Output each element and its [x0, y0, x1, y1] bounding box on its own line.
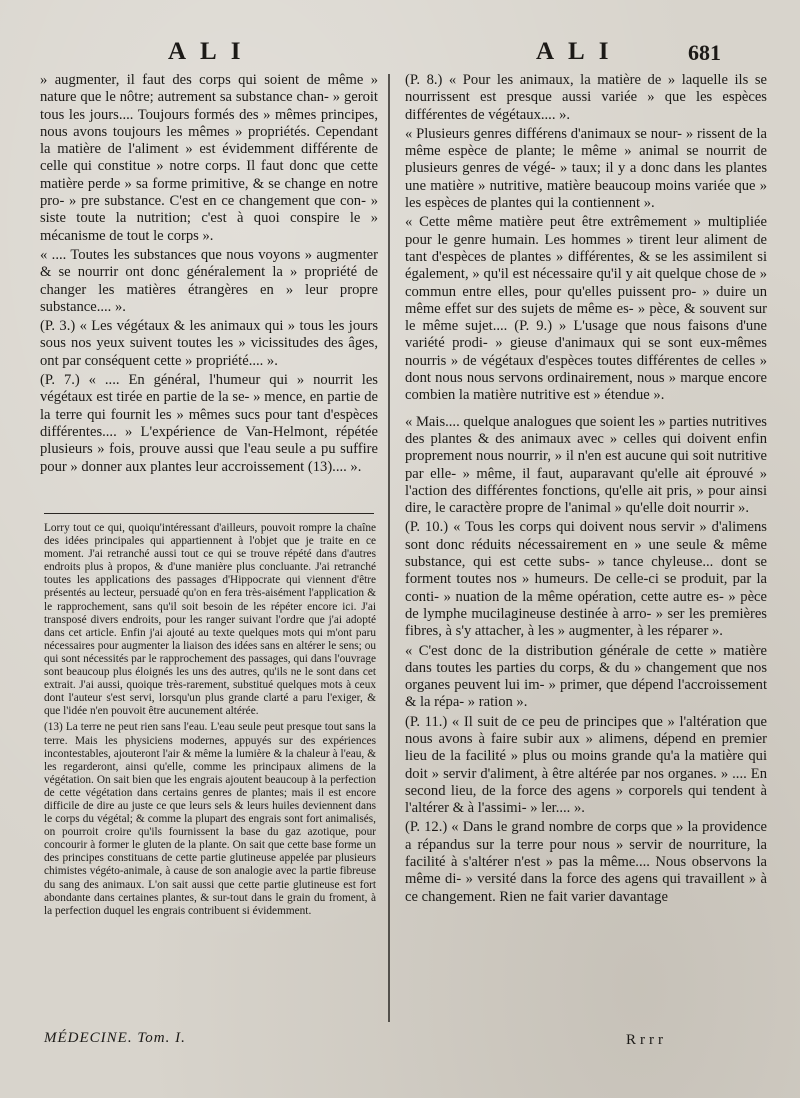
paragraph: (P. 12.) « Dans le grand nombre de corps que » la providence a répandus sur la terre pour nous » servir de nourriture, la facilité à s'altérer n'est » pas la même.... Nous observons la même di- » versité dans la force des agens qui travaillent » à ce changement. Rien ne fait varier davantage: [405, 819, 767, 905]
signature-mark: Rrrr: [626, 1032, 667, 1048]
paragraph: « .... Toutes les substances que nous voyons » augmenter & se nourrir ont donc généralement la » propriété de changer les matières étrangères en » leur propre substance.... ».: [40, 246, 378, 315]
footnote-divider: [44, 513, 374, 514]
volume-footer: MÉDECINE. Tom. I.: [44, 1030, 186, 1046]
footnote: (13) La terre ne peut rien sans l'eau. L'eau seule peut presque tout sans la terre. Mais les physiciens modernes, appuyés sur des expériences incontestables, ajouteront l'air & même la lumière & la chaleur à l'eau, & les regarderont, ainsi qu'elle, comme les principaux alimens de la végétation. On sait bien que les engrais ajoutent beaucoup à la perfection de cette végétation dans certains genres de plantes; mais il est encore difficile de dire au juste ce que leurs sels & leurs huiles deviennent dans le corps du végétal; & comme la plupart des engrais sont fort animalisés, on pourroit croire qu'ils fournissent la base du gaz azotique, pour concourir à former le gluten de la plante. On sait que cette base forme un des principes constituans de cette partie glutineuse appelée par plusieurs chimistes végéto-animale, à cause de son analogie avec la partie fibreuse du sang des animaux. L'on sait aussi que cette partie glutineuse est fort abondante dans certaines plantes, & sur-tout dans le grain du froment, à la perfection duquel les engrais contribuent si évidemment.: [44, 721, 376, 917]
paragraph: (P. 10.) « Tous les corps qui doivent nous servir » d'alimens sont donc réduits nécessairement en » une seule & même substance, qui est cette subs- » tance chyleuse... dont se forment toutes nos » humeurs. De celle-ci se produit, par la conti- » nuation de la même opération, cette autre es- » pèce de lymphe mucilagineuse destinée à arro- » ser les premières fibres, à s'y attacher, à les » augmenter, à les réparer ».: [405, 519, 767, 640]
footnotes: [44, 522, 376, 921]
paragraph: (P. 7.) « .... En général, l'humeur qui » nourrit les végétaux est tirée en partie de la se- » mence, en partie de la terre qui fournit les » mêmes sucs pour tant d'espèces différentes.... » L'expérience de Van-Helmont, répétée plusieurs » fois, prouve aussi que l'eau seule a pu suffire pour » donner aux plantes leur accroissement (13).... ».: [40, 372, 378, 475]
paragraph: » augmenter, il faut des corps qui soient de même » nature que le nôtre; autrement sa substance chan- » geroit tous les jours.... Toujours formés des » mêmes principes, nous avons toujours les mêmes » propriétés. Cependant la matière de l'aliment » est évidemment différente de celle qui constitue » notre corps. Il faut donc que cette matière perde » sa forme primitive, & se change en notre pro- » pre substance. C'est en ce changement que con- » siste toute la nutrition; c'est à quoi conspire le » mécanisme de tout le corps ».: [40, 72, 378, 244]
paragraph: (P. 3.) « Les végétaux & les animaux qui » tous les jours sous nos yeux suivent toutes les » vicissitudes des âges, ont par conséquent cette » propriété.... ».: [40, 318, 378, 369]
paragraph: « C'est donc de la distribution générale de cette » matière dans toutes les parties du corps, & du » changement que nos organes peuvent lui im- » primer, que dépend l'accroissement & la répa- » ration ».: [405, 642, 767, 711]
right-column: [405, 72, 767, 908]
running-head-right: ALI: [536, 38, 623, 65]
paragraph: « Plusieurs genres différens d'animaux se nour- » rissent de la même espèce de plante; le même » animal se nourrit de plusieurs genres de végé- » taux; il y a donc dans les plantes une matière » nutritive, matière beaucoup moins variée que » les espèces de plantes qui la contiennent ».: [405, 125, 767, 212]
column-rule: [388, 74, 390, 1022]
page-number: 681: [688, 40, 721, 65]
paragraph: « Mais.... quelque analogues que soient les » parties nutritives des plantes & des animaux avec » celles qui doivent enfin proprement nous nourrir, » il n'en est aucune qui soit nutritive par elle- » même, il faut, auparavant qu'elle ait éprouvé » l'action des différentes fonctions, qu'elle ait pris, » pour ainsi dire, le caractère propre de l'animal » qu'elle doit nourrir ».: [405, 413, 767, 517]
running-head-left: ALI: [168, 38, 255, 65]
left-column: [40, 72, 378, 478]
footnote: Lorry tout ce qui, quoiqu'intéressant d'ailleurs, pouvoit rompre la chaîne des idées principales qui appartiennent à l'objet que je traite en ce moment. J'ai retranché aussi tout ce qui se trouve répété dans d'autres endroits plus à propos, & d'une manière plus concluante. J'ai retranché toutes les applications des passages d'Hippocrate qui viennent d'être présentés au lecteur, persuadé qu'on en fera très-aisément l'application & le rapprochement, sans qu'il soit besoin de les répéter encore ici. J'ai transposé divers endroits, pour les ranger suivant l'ordre que j'ai adopté dans cet article. Enfin j'ai ajouté au texte quelques mots qui m'ont paru nécessaires pour augmenter la liaison des idées sans en altérer le sens; ou qui sont nécessités par le rapprochement des passages, qui dans l'ouvrage sont beaucoup plus éloignés les uns des autres, qu'ils ne le sont dans cet extrait. J'ai aussi, quoique très-rarement, substitué quelques mots à ceux dont l'auteur s'est servi, lorsqu'un plus grande clarté a paru l'exiger, & que l'idée n'en pouvoit être aucunement altérée.: [44, 522, 376, 718]
paragraph: (P. 11.) « Il suit de ce peu de principes que » l'altération que nous avons à faire subir aux » alimens, dépend en premier lieu de la facilité » plus ou moins grande qu'a la matière qui doit » servir d'aliment, à être altérée par nos organes. » .... En second lieu, de la force des agens » corporels qui tendent à l'altérer & à l'assimi- » ler.... ».: [405, 713, 767, 817]
paragraph: (P. 8.) « Pour les animaux, la matière de » laquelle ils se nourrissent est presque aussi variée » que les espèces différentes de végétaux.... ».: [405, 72, 767, 123]
paragraph: « Cette même matière peut être extrêmement » multipliée pour le genre humain. Les hommes » tirent leur aliment de tant d'espèces de plantes » différentes, & se les assimilent si également, » qu'il est nécessaire qu'il y ait quelque chose de » commun entre elles, pour qu'elles puissent pro- » duire un même effet sur des sujets de même es- » pèce, & souvent sur le même sujet.... (P. 9.) » L'usage que nous faisons d'une variété prodi- » gieuse d'animaux qui se sont eux-mêmes nourris » de végétaux d'espèces toutes différentes de celles » dont nous nous servons ordinairement, nous » marque encore combien la matière nutritive est » étendue ».: [405, 214, 767, 404]
